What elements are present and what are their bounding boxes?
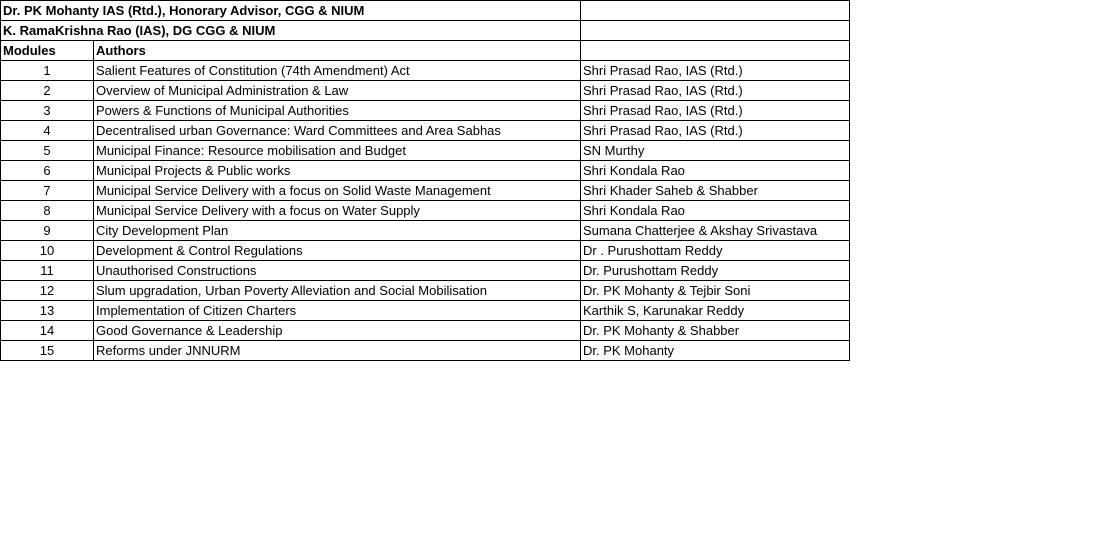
module-author-cell[interactable]: Dr. Purushottam Reddy — [581, 261, 850, 281]
module-author-cell[interactable]: Shri Prasad Rao, IAS (Rtd.) — [581, 121, 850, 141]
module-author-cell[interactable]: Sumana Chatterjee & Akshay Srivastava — [581, 221, 850, 241]
table-row — [1, 281, 850, 301]
module-number-cell[interactable]: 8 — [1, 201, 94, 221]
module-title-cell[interactable]: Decentralised urban Governance: Ward Committees and Area Sabhas — [94, 121, 581, 141]
module-author-cell[interactable]: Karthik S, Karunakar Reddy — [581, 301, 850, 321]
module-title-cell[interactable]: City Development Plan — [94, 221, 581, 241]
module-number-cell[interactable]: 13 — [1, 301, 94, 321]
table-row — [1, 341, 850, 361]
module-number-cell[interactable]: 10 — [1, 241, 94, 261]
module-number-cell[interactable]: 6 — [1, 161, 94, 181]
module-number-cell[interactable]: 12 — [1, 281, 94, 301]
module-title-cell[interactable]: Municipal Finance: Resource mobilisation and Budget — [94, 141, 581, 161]
module-title-cell[interactable]: Salient Features of Constitution (74th Amendment) Act — [94, 61, 581, 81]
table-row — [1, 61, 850, 81]
header-row-1 — [1, 1, 850, 21]
empty-cell[interactable] — [581, 1, 850, 21]
module-author-cell[interactable]: Dr . Purushottam Reddy — [581, 241, 850, 261]
module-number-cell[interactable]: 9 — [1, 221, 94, 241]
module-title-cell[interactable]: Municipal Service Delivery with a focus on Solid Waste Management — [94, 181, 581, 201]
module-number-cell[interactable]: 5 — [1, 141, 94, 161]
header-line-1[interactable]: Dr. PK Mohanty IAS (Rtd.), Honorary Advisor, CGG & NIUM — [1, 1, 581, 21]
table-row — [1, 221, 850, 241]
table-row — [1, 101, 850, 121]
module-title-cell[interactable]: Reforms under JNNURM — [94, 341, 581, 361]
header-row-2 — [1, 21, 850, 41]
table-row — [1, 241, 850, 261]
column-header-row — [1, 41, 850, 61]
module-author-cell[interactable]: SN Murthy — [581, 141, 850, 161]
module-author-cell[interactable]: Shri Kondala Rao — [581, 201, 850, 221]
module-author-cell[interactable]: Dr. PK Mohanty & Shabber — [581, 321, 850, 341]
header-line-2[interactable]: K. RamaKrishna Rao (IAS), DG CGG & NIUM — [1, 21, 581, 41]
module-number-cell[interactable]: 15 — [1, 341, 94, 361]
table-row — [1, 261, 850, 281]
table-row — [1, 201, 850, 221]
module-author-cell[interactable]: Shri Prasad Rao, IAS (Rtd.) — [581, 81, 850, 101]
module-author-cell[interactable]: Shri Prasad Rao, IAS (Rtd.) — [581, 61, 850, 81]
module-author-cell[interactable]: Dr. PK Mohanty & Tejbir Soni — [581, 281, 850, 301]
module-number-cell[interactable]: 7 — [1, 181, 94, 201]
module-author-cell[interactable]: Dr. PK Mohanty — [581, 341, 850, 361]
module-title-cell[interactable]: Municipal Projects & Public works — [94, 161, 581, 181]
table-row — [1, 81, 850, 101]
module-title-cell[interactable]: Municipal Service Delivery with a focus on Water Supply — [94, 201, 581, 221]
module-author-cell[interactable]: Shri Khader Saheb & Shabber — [581, 181, 850, 201]
module-number-cell[interactable]: 11 — [1, 261, 94, 281]
module-title-cell[interactable]: Powers & Functions of Municipal Authorities — [94, 101, 581, 121]
module-number-cell[interactable]: 2 — [1, 81, 94, 101]
module-author-cell[interactable]: Shri Prasad Rao, IAS (Rtd.) — [581, 101, 850, 121]
table-row — [1, 121, 850, 141]
module-title-cell[interactable]: Implementation of Citizen Charters — [94, 301, 581, 321]
table-row — [1, 141, 850, 161]
table-row — [1, 321, 850, 341]
module-number-cell[interactable]: 1 — [1, 61, 94, 81]
authors-column-header[interactable]: Authors — [94, 41, 581, 61]
module-title-cell[interactable]: Overview of Municipal Administration & Law — [94, 81, 581, 101]
table-row — [1, 301, 850, 321]
module-title-cell[interactable]: Good Governance & Leadership — [94, 321, 581, 341]
empty-cell[interactable] — [581, 21, 850, 41]
modules-column-header[interactable]: Modules — [1, 41, 94, 61]
module-number-cell[interactable]: 14 — [1, 321, 94, 341]
empty-cell[interactable] — [581, 41, 850, 61]
table-row — [1, 161, 850, 181]
module-title-cell[interactable]: Development & Control Regulations — [94, 241, 581, 261]
module-title-cell[interactable]: Slum upgradation, Urban Poverty Alleviation and Social Mobilisation — [94, 281, 581, 301]
module-number-cell[interactable]: 4 — [1, 121, 94, 141]
module-title-cell[interactable]: Unauthorised Constructions — [94, 261, 581, 281]
module-number-cell[interactable]: 3 — [1, 101, 94, 121]
table-row — [1, 181, 850, 201]
module-author-cell[interactable]: Shri Kondala Rao — [581, 161, 850, 181]
